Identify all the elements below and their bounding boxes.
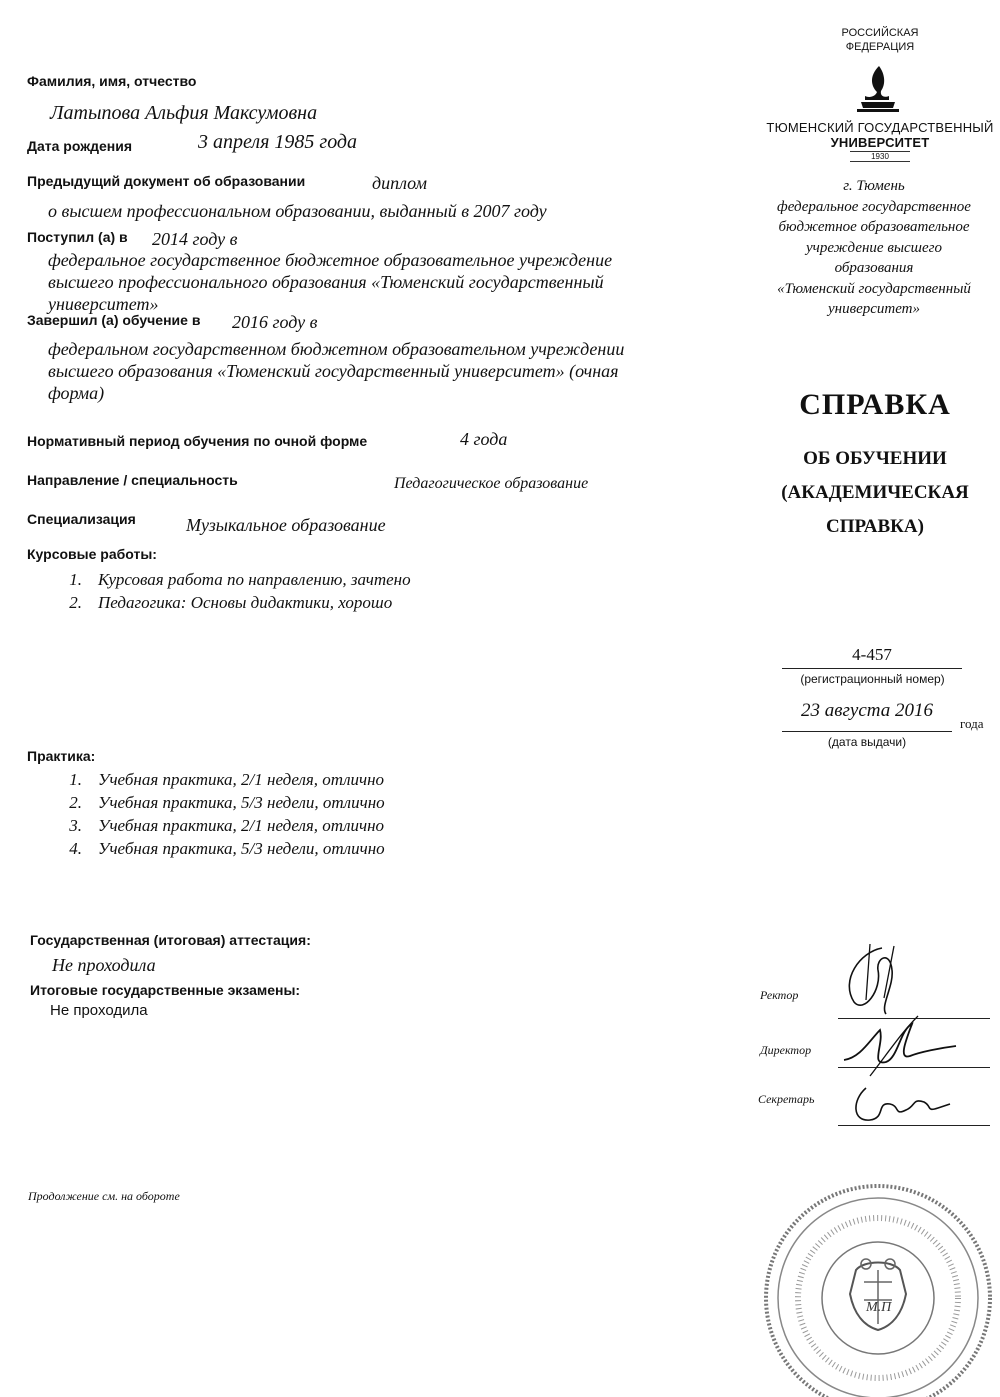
university-name bbox=[760, 120, 1000, 150]
list-item-number: 2. bbox=[69, 593, 82, 612]
subtitle-line: (АКАДЕМИЧЕСКАЯ bbox=[781, 482, 969, 503]
country-line-2: ФЕДЕРАЦИЯ bbox=[845, 41, 915, 53]
list-item-number: 3. bbox=[69, 816, 82, 835]
completion-line: форма) bbox=[48, 383, 105, 403]
rector-label: Ректор bbox=[760, 988, 799, 1002]
birth-date-label: Дата рождения bbox=[27, 138, 133, 154]
completion-line: федеральном государственном бюджетном образовательном учреждении bbox=[48, 339, 625, 359]
student-name: Латыпова Альфия Максумовна bbox=[50, 102, 318, 124]
issue-date-line bbox=[782, 731, 952, 732]
issuer-line: «Тюменский государственный bbox=[777, 280, 971, 297]
prev-doc-value: диплом bbox=[372, 173, 427, 193]
list-item-number: 1. bbox=[69, 770, 82, 789]
subtitle-line: СПРАВКА) bbox=[826, 516, 924, 537]
specialization-label: Специализация bbox=[27, 511, 136, 527]
birth-date: 3 апреля 1985 года bbox=[198, 131, 358, 153]
prev-doc-label: Предыдущий документ об образовании bbox=[27, 173, 306, 189]
admission-year: 2014 году в bbox=[152, 229, 238, 249]
country-name bbox=[820, 26, 940, 54]
completion-label: Завершил (а) обучение в bbox=[27, 312, 201, 328]
university-line-1: ТЮМЕНСКИЙ ГОСУДАРСТВЕННЫЙ bbox=[766, 120, 994, 135]
list-item-text: Учебная практика, 2/1 неделя, отлично bbox=[98, 770, 385, 789]
list-item bbox=[48, 768, 385, 791]
country-line-1: РОССИЙСКАЯ bbox=[841, 27, 919, 39]
university-logo-icon bbox=[855, 64, 901, 114]
director-signature-icon bbox=[840, 1010, 960, 1080]
list-item-number: 2. bbox=[69, 793, 82, 812]
registration-number-line bbox=[782, 668, 962, 669]
issuer-line: университет» bbox=[827, 301, 921, 317]
official-seal-icon bbox=[760, 1178, 992, 1397]
list-item bbox=[48, 791, 385, 814]
registration-number-caption: (регистрационный номер) bbox=[800, 672, 945, 686]
list-item-text: Учебная практика, 5/3 недели, отлично bbox=[98, 793, 385, 812]
practice-list bbox=[48, 768, 385, 860]
issuer-line: федеральное государственное bbox=[777, 198, 971, 215]
list-item-text: Педагогика: Основы дидактики, хорошо bbox=[98, 593, 393, 612]
completion-line: высшего образования «Тюменский государственный университет» (очная bbox=[48, 361, 619, 381]
completion-year: 2016 году в bbox=[232, 312, 318, 332]
admission-line: высшего профессионального образования «Тюменский государственный bbox=[48, 272, 604, 292]
coursework-list bbox=[48, 568, 411, 614]
completion-institution bbox=[48, 338, 624, 404]
issuer-line: учреждение высшего bbox=[806, 239, 942, 256]
list-item bbox=[48, 814, 385, 837]
document-title: СПРАВКА bbox=[799, 388, 951, 421]
continuation-note: Продолжение см. на обороте bbox=[28, 1189, 180, 1203]
list-item-number: 1. bbox=[69, 570, 82, 589]
university-line-2: УНИВЕРСИТЕТ bbox=[830, 135, 930, 150]
direction-label: Направление / специальность bbox=[27, 472, 238, 488]
admission-line: университет» bbox=[48, 294, 159, 314]
seal-stamp-text: М.П bbox=[866, 1300, 892, 1315]
issuer-block bbox=[750, 176, 998, 320]
director-label: Директор bbox=[760, 1043, 812, 1057]
founded-year: 1930 bbox=[850, 151, 910, 162]
list-item-text: Учебная практика, 5/3 недели, отлично bbox=[98, 839, 385, 858]
registration-number: 4-457 bbox=[852, 645, 892, 664]
issue-date-suffix: года bbox=[960, 716, 984, 731]
list-item bbox=[48, 591, 411, 614]
issuer-line: г. Тюмень bbox=[843, 178, 905, 194]
document-subtitle bbox=[760, 442, 990, 544]
list-item-text: Курсовая работа по направлению, зачтено bbox=[98, 570, 411, 589]
issue-date: 23 августа 2016 bbox=[801, 700, 933, 721]
issuer-line: образования bbox=[834, 260, 914, 276]
subtitle-line: ОБ ОБУЧЕНИИ bbox=[803, 448, 947, 469]
list-item-number: 4. bbox=[69, 839, 82, 858]
secretary-signature-icon bbox=[846, 1080, 956, 1130]
list-item-text: Учебная практика, 2/1 неделя, отлично bbox=[98, 816, 385, 835]
issue-date-caption: (дата выдачи) bbox=[827, 735, 907, 749]
admission-institution bbox=[48, 249, 612, 315]
final-exams-label: Итоговые государственные экзамены: bbox=[30, 982, 301, 998]
rector-signature-icon bbox=[820, 940, 920, 1020]
coursework-label: Курсовые работы: bbox=[27, 546, 157, 562]
admission-label: Поступил (а) в bbox=[27, 229, 128, 245]
study-period-value: 4 года bbox=[460, 429, 508, 449]
issuer-line: бюджетное образовательное bbox=[778, 219, 970, 235]
prev-doc-detail: о высшем профессиональном образовании, выданный в 2007 году bbox=[48, 201, 547, 221]
practice-label: Практика: bbox=[27, 748, 96, 764]
study-period-label: Нормативный период обучения по очной форме bbox=[27, 433, 368, 449]
final-exams-value: Не проходила bbox=[50, 1002, 148, 1019]
attestation-label: Государственная (итоговая) аттестация: bbox=[30, 932, 311, 948]
attestation-value: Не проходила bbox=[52, 955, 156, 975]
secretary-label: Секретарь bbox=[758, 1092, 815, 1106]
direction-value: Педагогическое образование bbox=[394, 475, 589, 492]
list-item bbox=[48, 568, 411, 591]
admission-line: федеральное государственное бюджетное образовательное учреждение bbox=[48, 250, 613, 270]
specialization-value: Музыкальное образование bbox=[186, 515, 386, 535]
list-item bbox=[48, 837, 385, 860]
name-label: Фамилия, имя, отчество bbox=[27, 73, 197, 89]
